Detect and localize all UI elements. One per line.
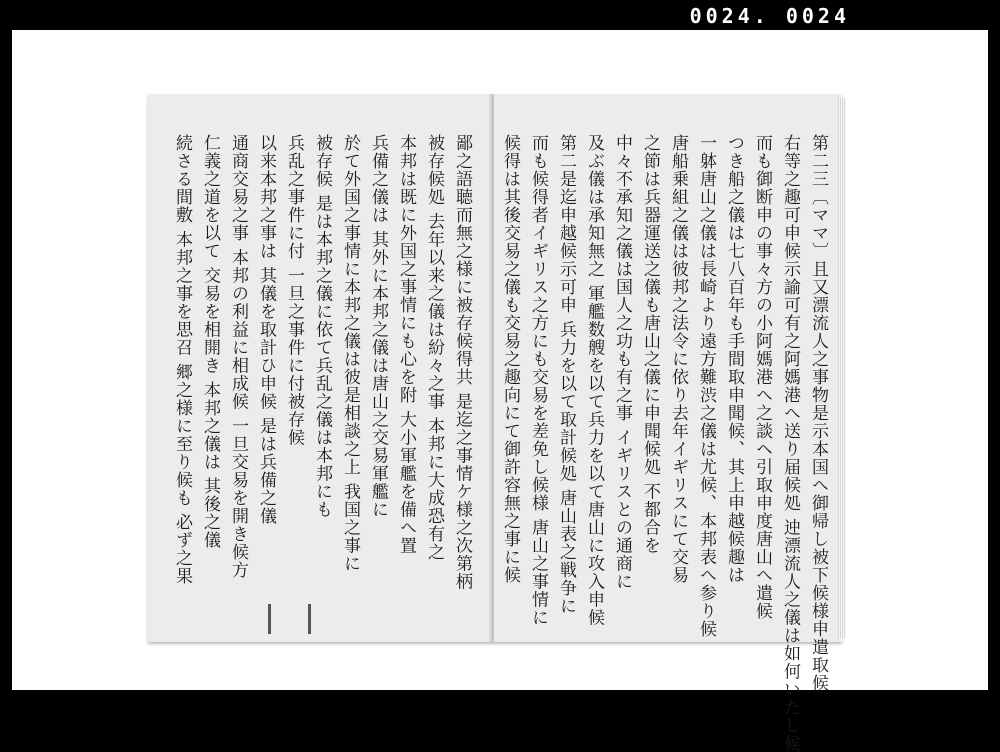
text-column: 通商交易之事 本邦の利益に相成候 一旦交易を開き候方 (228, 134, 248, 579)
text-column: 兵備之儀は 其外に本邦之儀は唐山之交易軍艦に (368, 134, 388, 519)
text-column: 兵乱之事件に付 一旦之事件に付被存候 (284, 134, 304, 447)
left-page-text (156, 134, 476, 634)
binding-thread (268, 604, 271, 634)
binding-thread (308, 604, 311, 634)
text-column: 一躰唐山之儀は長崎より遠方難渋之儀は尤候、本邦表へ参り候 (696, 134, 716, 638)
text-column: つき船之儀は七八百年も手間取申聞候、其上申越候趣は (724, 134, 744, 584)
frame-number: 0024. 0024 (689, 4, 850, 28)
text-column: 以来本邦之事は 其儀を取計ひ申候 是は兵備之儀 (256, 134, 276, 525)
text-column: 仁義之道を以て 交易を相開き 本邦之儀は 其後之儀 (200, 134, 220, 550)
text-column: 第二三〔ママ〕且又漂流人之事物是示本国へ御帰し被下候様申遣取候 (808, 134, 828, 692)
text-column: 続さる間敷 本邦之事を思召 郷之様に至り候も 必ず之果 (172, 134, 192, 586)
open-book (148, 94, 842, 752)
right-page (494, 94, 840, 752)
text-column: 於て外国之事情に本邦之儀は彼是相談之上 我国之事に (340, 134, 360, 573)
text-column: 而も御断申の事々方の小阿媽港へ之談ヘ引取申度唐山へ遣候 (752, 134, 772, 620)
text-column: 被存候処 去年以来之儀は紛々之事 本邦に大成恐有之 (424, 134, 444, 561)
text-column: 中々不承知之儀は国人之功も有之事 イギリスとの通商に (612, 134, 632, 591)
text-column: 鄙之語聴而無之様に被存候得共 是迄之事情ケ様之次第柄 (452, 134, 472, 591)
text-column: 本邦は既に外国之事情にも心を附 大小軍艦を備へ置 (396, 134, 416, 555)
left-page (148, 94, 492, 642)
right-page-text (500, 134, 832, 752)
text-column: 第二是迄申越候示可申 兵力を以て取計候処 唐山表之戦争に (556, 134, 576, 615)
text-column: 唐船乗組之儀は彼邦之法令に依り去年イギリスにて交易 (668, 134, 688, 584)
text-column: 及ぶ儀は承知無之 軍艦数艘を以て兵力を以て唐山に攻入申候 (584, 134, 604, 627)
text-column: 右等之趣可申候示諭可有之阿媽港へ送り届候処 迚漂流人之儀は如何いたし候 (780, 134, 800, 752)
text-column: 被存候 是は本邦之儀に依て兵乱之儀は本邦にも (312, 134, 332, 519)
page-edge (838, 98, 846, 638)
text-column: 而も候得者イギリス之方にも交易を差免し候様 唐山之事情に (528, 134, 548, 627)
text-column: 候得は其後交易之儀も交易之趣向にて御許容無之事に候 (500, 134, 520, 584)
text-column: 之節は兵器運送之儀も唐山之儀に申聞候処 不都合を (640, 134, 660, 555)
